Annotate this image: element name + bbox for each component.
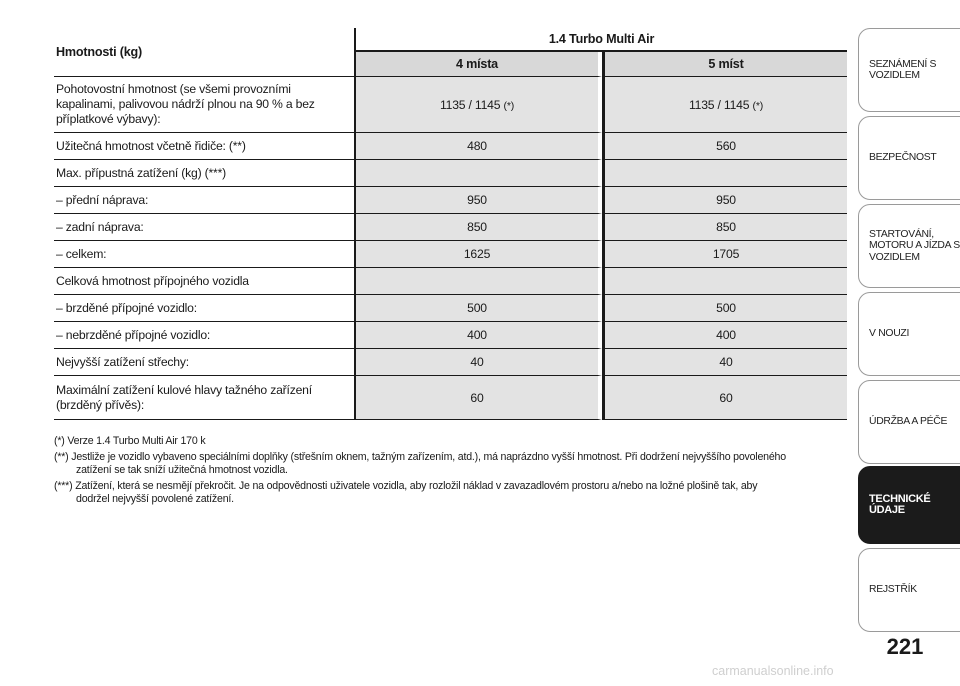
value-5-seats: 40 — [602, 349, 847, 376]
footnote-mark: (**) — [54, 450, 69, 463]
watermark: carmanualsonline.info — [712, 664, 834, 678]
table-row — [54, 295, 847, 322]
value-5-seats: 400 — [602, 322, 847, 349]
table-row — [54, 268, 847, 295]
row-label: Užitečná hmotnost včetně řidiče: (**) — [54, 133, 354, 160]
row-label: Pohotovostní hmotnost (se všemi provozními kapalinami, palivovou nádrží plnou na 90 % a bez příplatkové výbavy): — [54, 77, 354, 133]
row-label: – přední náprava: — [54, 187, 354, 214]
value-5-seats — [602, 268, 847, 295]
table-row — [54, 322, 847, 349]
footnote-continuation: dodržel nejvyšší povolené zatížení. — [76, 493, 234, 506]
footnote-mark: (***) — [54, 479, 73, 492]
value-4-seats — [354, 160, 602, 187]
row-label: Max. přípustná zatížení (kg) (***) — [54, 160, 354, 187]
table-row — [54, 187, 847, 214]
value-4-seats: 850 — [354, 214, 602, 241]
value-4-seats: 1135 / 1145 (*) — [354, 77, 602, 133]
row-label: – nebrzděné přípojné vozidlo: — [54, 322, 354, 349]
footnote-text: Verze 1.4 Turbo Multi Air 170 k — [67, 435, 206, 447]
footnote-continuation: zatížení se tak sníží užitečná hmotnost vozidla. — [76, 464, 288, 477]
chapter-tabs — [858, 0, 960, 686]
row-label: Nejvyšší zatížení střechy: — [54, 349, 354, 376]
table-row — [54, 349, 847, 376]
value-5-seats: 950 — [602, 187, 847, 214]
table-row — [54, 241, 847, 268]
value-5-seats: 850 — [602, 214, 847, 241]
value-4-seats: 480 — [354, 133, 602, 160]
footnote — [54, 451, 844, 478]
row-label: – brzděné přípojné vozidlo: — [54, 295, 354, 322]
footnotes — [54, 435, 844, 509]
value-5-seats: 500 — [602, 295, 847, 322]
column-5-seats: 5 míst — [602, 52, 847, 77]
table-row — [54, 376, 847, 420]
footnote — [54, 480, 844, 507]
row-label: Maximální zatížení kulové hlavy tažného zařízení (brzděný přívěs): — [54, 376, 354, 420]
tab-udrzba-a-pece[interactable]: ÚDRŽBA A PÉČE — [858, 380, 960, 464]
value-5-seats: 1135 / 1145 (*) — [602, 77, 847, 133]
row-label: – celkem: — [54, 241, 354, 268]
value-5-seats: 560 — [602, 133, 847, 160]
page-number: 221 — [886, 634, 924, 659]
value-4-seats: 1625 — [354, 241, 602, 268]
tab-technicke-udaje[interactable]: TECHNICKÉ ÚDAJE — [858, 466, 960, 544]
footnote-text: Jestliže je vozidlo vybaveno speciálními doplňky (střešním oknem, tažným zařízením, atd.), má naprázdno vyšší hmotnost. Při dodržení nejvyššího povoleného — [71, 450, 786, 463]
value-5-seats: 1705 — [602, 241, 847, 268]
column-4-seats: 4 místa — [354, 52, 602, 77]
tab-startovani[interactable]: STARTOVÁNÍ, MOTORU A JÍZDA S VOZIDLEM — [858, 204, 960, 288]
value-4-seats: 60 — [354, 376, 602, 420]
header-label: Hmotnosti (kg) — [54, 28, 354, 77]
tab-bezpecnost[interactable]: BEZPEČNOST — [858, 116, 960, 200]
footnote-text: Zatížení, která se nesmějí překročit. Je na odpovědnosti uživatele vozidla, aby rozložil náklad v zavazadlovém prostoru a/nebo na ložné plošině tak, aby — [75, 479, 758, 492]
row-label: – zadní náprava: — [54, 214, 354, 241]
value-4-seats — [354, 268, 602, 295]
footnote-mark: (*) — [54, 435, 65, 447]
model-header: 1.4 Turbo Multi Air — [354, 28, 847, 52]
value-5-seats: 60 — [602, 376, 847, 420]
weights-table — [54, 28, 847, 420]
table-row — [54, 133, 847, 160]
tab-v-nouzi[interactable]: V NOUZI — [858, 292, 960, 376]
value-4-seats: 500 — [354, 295, 602, 322]
table-row — [54, 214, 847, 241]
table-row — [54, 160, 847, 187]
footnote — [54, 435, 844, 449]
row-label: Celková hmotnost přípojného vozidla — [54, 268, 354, 295]
value-5-seats — [602, 160, 847, 187]
tab-rejstrik[interactable]: REJSTŘÍK — [858, 548, 960, 632]
table-body — [54, 77, 847, 420]
value-4-seats: 950 — [354, 187, 602, 214]
tab-seznameni-s-vozidlem[interactable]: SEZNÁMENÍ S VOZIDLEM — [858, 28, 960, 112]
value-4-seats: 40 — [354, 349, 602, 376]
value-4-seats: 400 — [354, 322, 602, 349]
table-row — [54, 77, 847, 133]
